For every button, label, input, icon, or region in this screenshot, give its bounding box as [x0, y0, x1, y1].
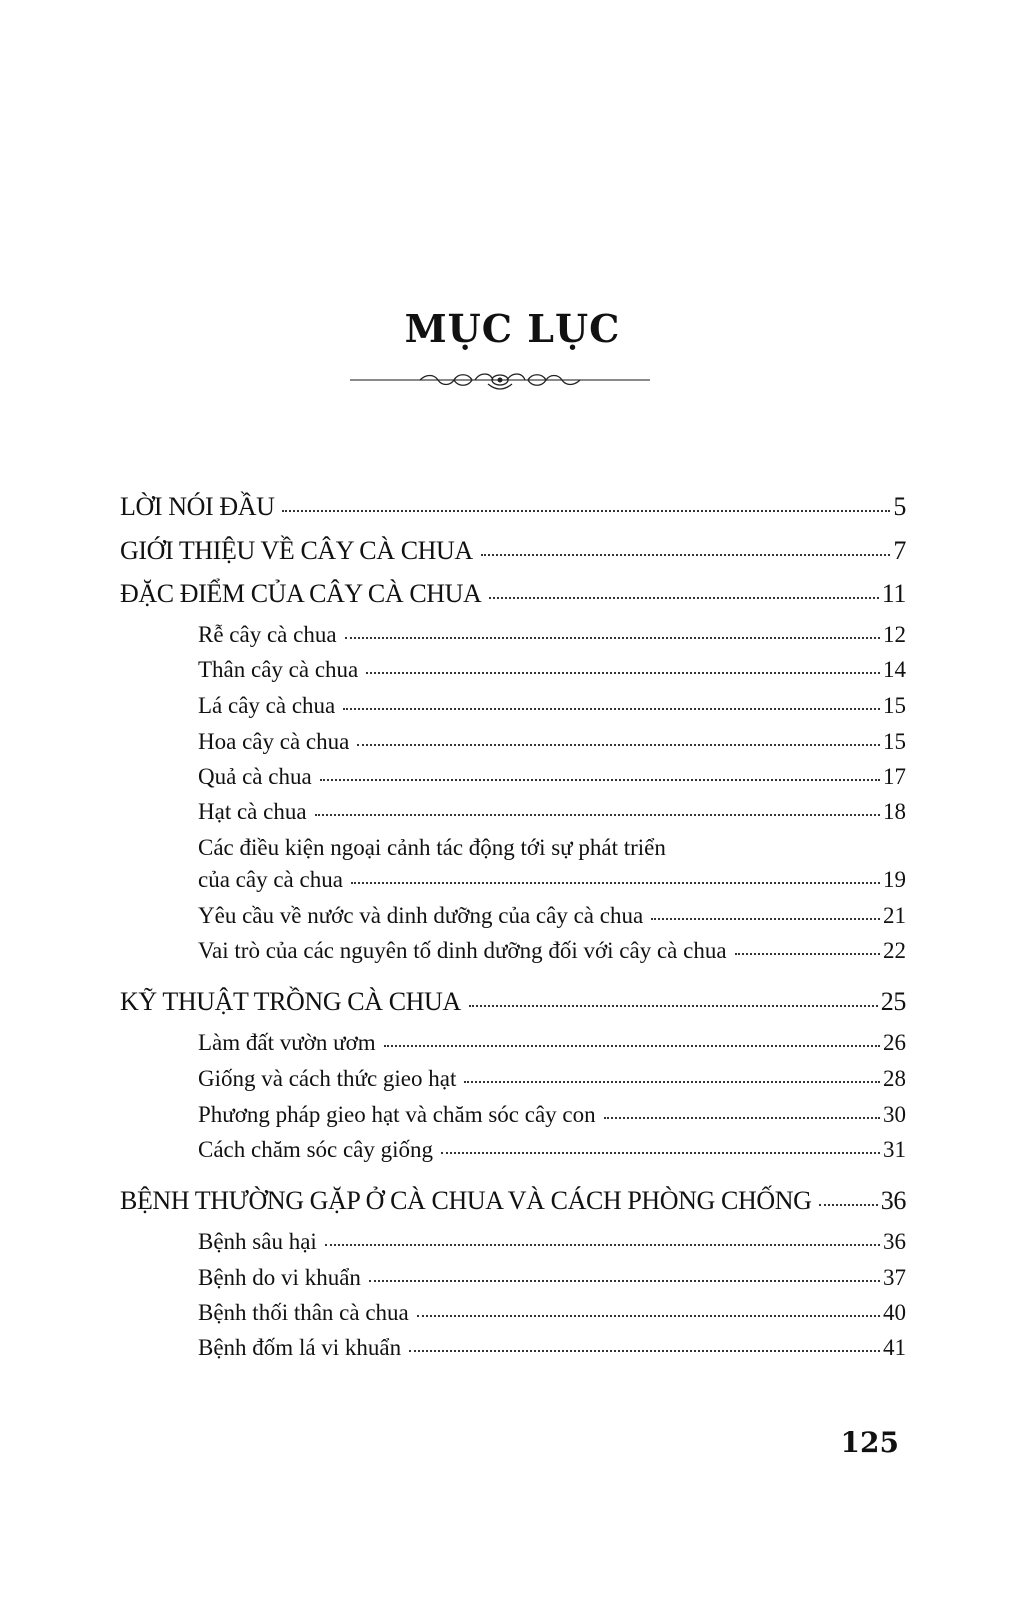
toc-entry-page: 31 [883, 1137, 906, 1162]
toc-entry-page: 36 [883, 1229, 906, 1254]
toc-entry-title: Hoa cây cà chua [198, 729, 350, 754]
toc-entry-title: Yêu cầu về nước và dinh dưỡng của cây cà chua [198, 903, 644, 928]
toc-entry-title: Phương pháp gieo hạt và chăm sóc cây con [198, 1102, 596, 1127]
toc-entry[interactable] [198, 1066, 906, 1092]
toc-entry-line1[interactable] [198, 835, 906, 861]
toc-leader-dots [325, 1244, 880, 1246]
toc-entry-title: Giống và cách thức gieo hạt [198, 1066, 457, 1091]
toc-entry[interactable] [198, 1030, 906, 1056]
toc-entry[interactable] [120, 579, 906, 609]
toc-entry-title: Rễ cây cà chua [198, 622, 337, 647]
toc-entry-title: GIỚI THIỆU VỀ CÂY CÀ CHUA [120, 536, 473, 565]
page-title: MỤC LỤC [404, 306, 621, 351]
toc-leader-dots [351, 882, 880, 884]
toc-entry-page: 11 [881, 579, 906, 608]
toc-entry[interactable] [198, 1229, 906, 1255]
toc-leader-dots [366, 672, 880, 674]
toc-entry-title: Thân cây cà chua [198, 657, 359, 682]
toc-entry-page: 36 [880, 1186, 906, 1215]
toc-leader-dots [357, 744, 880, 746]
toc-entry-title: Cách chăm sóc cây giống [198, 1137, 434, 1162]
toc-entry[interactable] [198, 693, 906, 719]
toc-entry-page: 37 [883, 1265, 906, 1290]
toc-leader-dots [384, 1045, 880, 1047]
toc-entry-page: 22 [883, 938, 906, 963]
toc-entry-page: 15 [883, 729, 906, 754]
toc-entry-page: 19 [883, 867, 906, 892]
toc-leader-dots [819, 1204, 877, 1206]
toc-entry-title: Các điều kiện ngoại cảnh tác động tới sự phát triển [198, 835, 666, 860]
toc-entry-title: Vai trò của các nguyên tố dinh dưỡng đối với cây cà chua [198, 938, 727, 963]
toc-leader-dots [651, 918, 880, 920]
toc-leader-dots [417, 1315, 880, 1317]
toc-leader-dots [464, 1081, 880, 1083]
toc-entry-page: 28 [883, 1066, 906, 1091]
page-number: 125 [840, 1426, 899, 1459]
toc-entry-page: 14 [883, 657, 906, 682]
toc-entry-page: 15 [883, 693, 906, 718]
toc-entry[interactable] [120, 987, 906, 1017]
toc-entry-page: 40 [883, 1300, 906, 1325]
toc-entry-page: 17 [883, 764, 906, 789]
toc-entry-title: ĐẶC ĐIỂM CỦA CÂY CÀ CHUA [120, 579, 482, 608]
toc-leader-dots [735, 953, 880, 955]
toc-entry-title: KỸ THUẬT TRỒNG CÀ CHUA [120, 987, 461, 1016]
toc-entry[interactable] [198, 799, 906, 825]
toc-entry[interactable] [198, 1265, 906, 1291]
toc-leader-dots [469, 1005, 878, 1007]
toc-entry[interactable] [198, 1335, 906, 1361]
toc-leader-dots [441, 1152, 880, 1154]
toc-entry-page: 7 [893, 536, 906, 565]
toc-leader-dots [282, 510, 890, 512]
toc-entry-page: 41 [883, 1335, 906, 1360]
toc-entry-title: BỆNH THƯỜNG GẶP Ở CÀ CHUA VÀ CÁCH PHÒNG CHỐNG [120, 1186, 812, 1215]
toc-entry-page: 12 [883, 622, 906, 647]
toc-leader-dots [369, 1280, 880, 1282]
toc-entry[interactable] [198, 1102, 906, 1128]
toc-leader-dots [345, 637, 880, 639]
toc-entry-title-cont: của cây cà chua [198, 867, 343, 892]
toc-entry[interactable] [198, 657, 906, 683]
toc-entry[interactable] [120, 492, 906, 522]
toc-entry[interactable] [198, 867, 906, 893]
toc-entry-title: Hạt cà chua [198, 799, 307, 824]
toc-entry-page: 25 [880, 987, 906, 1016]
toc-entry[interactable] [198, 903, 906, 929]
toc-entry-title: Bệnh đốm lá vi khuẩn [198, 1335, 402, 1360]
toc-entry-page: 26 [883, 1030, 906, 1055]
toc-entry[interactable] [198, 1137, 906, 1163]
toc-entry[interactable] [198, 729, 906, 755]
toc-entry[interactable] [198, 938, 906, 964]
toc-leader-dots [409, 1350, 880, 1352]
toc-entry-title: Bệnh thối thân cà chua [198, 1300, 409, 1325]
toc-entry[interactable] [198, 1300, 906, 1326]
toc-entry[interactable] [198, 764, 906, 790]
toc-entry-page: 5 [893, 492, 906, 521]
toc-leader-dots [489, 597, 878, 599]
toc-entry-page: 21 [883, 903, 906, 928]
toc-leader-dots [343, 708, 880, 710]
toc-entry[interactable] [120, 1186, 906, 1216]
ornament-divider [350, 372, 650, 402]
toc-entry-title: Bệnh do vi khuẩn [198, 1265, 361, 1290]
toc-leader-dots [604, 1117, 880, 1119]
toc-leader-dots [320, 779, 880, 781]
toc-leader-dots [315, 814, 880, 816]
toc-entry-title: Bệnh sâu hại [198, 1229, 317, 1254]
toc-leader-dots [481, 554, 891, 556]
toc-entry-page: 30 [883, 1102, 906, 1127]
toc-entry-page: 18 [883, 799, 906, 824]
toc-entry-title: LỜI NÓI ĐẦU [120, 492, 275, 521]
toc-entry-title: Làm đất vườn ươm [198, 1030, 376, 1055]
toc-entry[interactable] [198, 622, 906, 648]
toc-entry-title: Quả cà chua [198, 764, 312, 789]
toc-entry[interactable] [120, 536, 906, 566]
toc-entry-title: Lá cây cà chua [198, 693, 336, 718]
